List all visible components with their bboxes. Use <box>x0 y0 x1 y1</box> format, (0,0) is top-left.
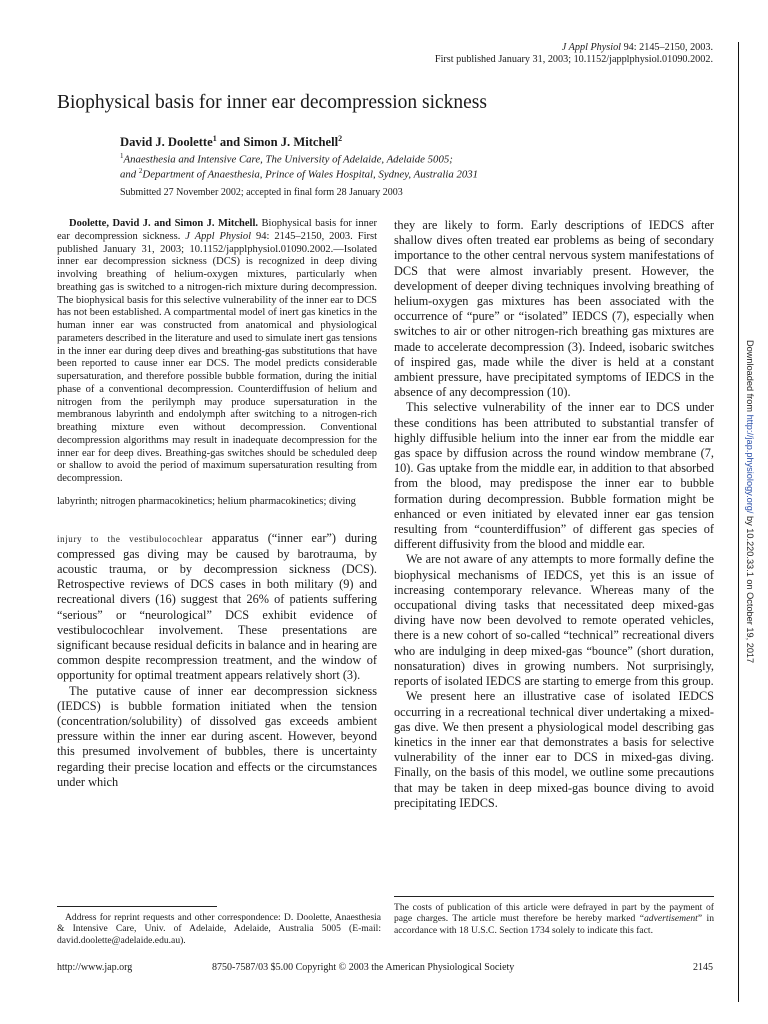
footnote-divider-left <box>57 906 217 907</box>
page-number: 2145 <box>693 962 713 973</box>
download-prefix: Downloaded from <box>745 340 755 415</box>
affiliation-2 <box>120 167 478 181</box>
footnote-divider-right <box>394 896 714 897</box>
left-column <box>57 218 377 790</box>
affiliation-2-mark: 2 <box>138 167 143 175</box>
author-2-affil-mark: 2 <box>338 134 343 143</box>
submission-dates: Submitted 27 November 2002; accepted in final form 28 January 2003 <box>120 187 403 198</box>
first-published-line: First published January 31, 2003; 10.1152/japplphysiol.01090.2002. <box>434 54 713 65</box>
body-paragraph-1 <box>57 531 377 684</box>
abstract-authors: Doolette, David J. and Simon J. Mitchell. <box>69 218 259 229</box>
correspondence-footnote <box>57 912 381 946</box>
right-column <box>394 218 714 811</box>
journal-volume-pages: 94: 2145–2150, 2003. <box>621 42 713 53</box>
costs-text-1: The costs of publication of this article were defrayed in part by the payment of page charges. The article must therefore be hereby marked “ <box>394 902 714 925</box>
correspondence-text: Address for reprint requests and other correspondence: D. Doolette, Anaesthesia & Intensive Care, Univ. of Adelaide, Adelaide, Australia 5005 (E-mail: david.doolette@adelaide.edu.au). <box>57 912 381 946</box>
author-conjunction: and <box>216 135 244 150</box>
affiliation-1-text: Anaesthesia and Intensive Care, The University of Adelaide, Adelaide 5005; <box>123 153 453 166</box>
body-paragraph-2: The putative cause of inner ear decompression sickness (IEDCS) is bubble formation initiated when the tension (concentration/solubility) of dissolved gas exceeds ambient pressure within the inner ear during ascent. However, beyond this presumed involvement of bubbles, there is uncertainty regarding their precise location and effects or the circumstances under which <box>57 683 377 789</box>
article-title: Biophysical basis for inner ear decompression sickness <box>57 92 487 113</box>
keywords: labyrinth; nitrogen pharmacokinetics; helium pharmacokinetics; diving <box>57 495 356 507</box>
author-1-affil-mark: 1 <box>212 134 217 143</box>
affiliation-1-mark: 1 <box>120 152 124 160</box>
opening-smallcaps: injury to the vestibulocochlear <box>57 533 203 544</box>
publication-costs-footnote <box>394 902 714 936</box>
affiliation-1 <box>120 152 453 166</box>
body-paragraph-5: We are not aware of any attempts to more formally define the biophysical mechanisms of IEDCS, yet this is an issue of increasing contemporary relevance. Whereas many of the occupational diving tasks that necessitated deep mixed-gas diving have now been devolved to remote operated vehicles, there is a new cohort of so-called “technical” recreational divers who are indulging in deep mixed-gas “bounce” (short duration, nonsaturation) dives in growing numbers. Not surprisingly, reports of isolated IEDCS are starting to emerge from this group. <box>394 552 714 689</box>
body-paragraph-6: We present here an illustrative case of isolated IEDCS occurring in a recreational technical diver undertaking a mixed-gas dive. We then present a physiological model describing gas kinetics in the inner ear that demonstrates a basis for selective vulnerability of the inner ear to DCS in mixed-gas diving. Finally, on the basis of this model, we outline some precautions that may be taken in deep mixed-gas bounce diving to avoid precipitating IEDCS. <box>394 689 714 810</box>
abstract-journal: J Appl Physiol <box>185 230 251 242</box>
download-stamp-text <box>745 340 755 663</box>
costs-text-2: ” in accordance with 18 U.S.C. Section 1734 solely to indicate this fact. <box>394 913 714 936</box>
body-paragraph-4: This selective vulnerability of the inner ear to DCS under these conditions has been attributed to substantial transfer of highly diffusible helium into the inner ear from the middle ear gas space by diffusion across the round window membrane (7, 10). Gas uptake from the middle ear, in addition to that absorbed from the blood, may predispose the inner ear to bubble formation during decompression. Bubble formation might be enhanced or even initiated by elevated inner ear gas tension resulting from “counterdiffusion” of different gas species of different diffusivity from the blood and middle ear. <box>394 400 714 552</box>
author-line <box>120 134 342 150</box>
journal-citation <box>435 42 713 54</box>
abstract <box>57 218 377 486</box>
author-1: David J. Doolette <box>120 135 213 150</box>
costs-italic: advertisement <box>643 913 698 925</box>
footer-copyright: 8750-7587/03 $5.00 Copyright © 2003 the American Physiological Society <box>212 962 515 973</box>
abstract-text-2: 94: 2145–2150, 2003. First published January 31, 2003; 10.1152/japplphysiol.01090.2002.—Isolated inner ear decompression sickness (DCS) is recognized in deep diving involving breathing of helium-oxygen mixtures, particularly when breathing gas is switched to a nitrogen-rich mixture during decompression. The biophysical basis for this selective vulnerability of the inner ear to DCS has not been established. A compartmental model of inert gas kinetics in the human inner ear was constructed from anatomical and physiological parameters described in the literature and used to simulate inert gas tensions in the inner ear during deep dives and breathing-gas substitutions that have been reported to cause inner ear DCS. The model predicts considerable supersaturation, and therefore possible bubble formation, during the initial phase of a conventional decompression. Counterdiffusion of helium and nitrogen from the perilymph may produce supersaturation in the membranous labyrinth and endolymph after switching to a nitrogen-rich breathing mixture even without decompression. Conventional decompression algorithms may result in inadequate decompression for the inner ear for deep dives. Breathing-gas switches should be scheduled deep or shallow to avoid the period of maximum supersaturation resulting from decompression. <box>57 230 377 484</box>
author-2: Simon J. Mitchell <box>243 135 339 150</box>
journal-name: J Appl Physiol <box>561 42 622 53</box>
download-link[interactable]: http://jap.physiology.org/ <box>745 414 755 514</box>
abstract-text-1: Biophysical basis for inner ear decompression sickness. <box>57 218 378 242</box>
download-suffix: by 10.220.33.1 on October 19, 2017 <box>745 513 755 664</box>
journal-header <box>435 42 713 66</box>
footer-url: http://www.jap.org <box>57 962 133 973</box>
body-paragraph-3: they are likely to form. Early descriptions of IEDCS after shallow dives often treated ear problems as being of secondary importance to the other central nervous system manifestations of DCS that were almost invariably present. However, the development of deeper diving techniques involving breathing of helium-oxygen gas mixtures has been associated with the occurrence of “pure” or “isolated” IEDCS (7), especially when switches to air or other nitrogen-rich breathing gas mixtures are made to accelerate decompression (3). Indeed, isobaric switches of inspired gas, made while the diver is held at a constant ambient pressure, have precipitated symptoms of IEDCS in the absence of any decompression (10). <box>394 218 714 400</box>
affiliation-2-prefix: and <box>120 168 139 181</box>
download-stamp <box>738 340 768 810</box>
affiliation-2-text: Department of Anaesthesia, Prince of Wales Hospital, Sydney, Australia 2031 <box>142 168 479 181</box>
body-paragraph-1-text: apparatus (“inner ear”) during compressed gas diving may be caused by barotrauma, by acoustic trauma, or by decompression sickness (DCS). Retrospective reviews of DCS cases in both military (9) and recreational divers (16) suggest that 26% of patients suffering “serious” or “neurological” DCS exhibit evidence of vestibulocochlear involvement. These presentations are significant because residual deficits in balance and in hearing are common despite recompression treatment, and the window of opportunity for optimal treatment appears relatively short (3). <box>57 530 377 683</box>
